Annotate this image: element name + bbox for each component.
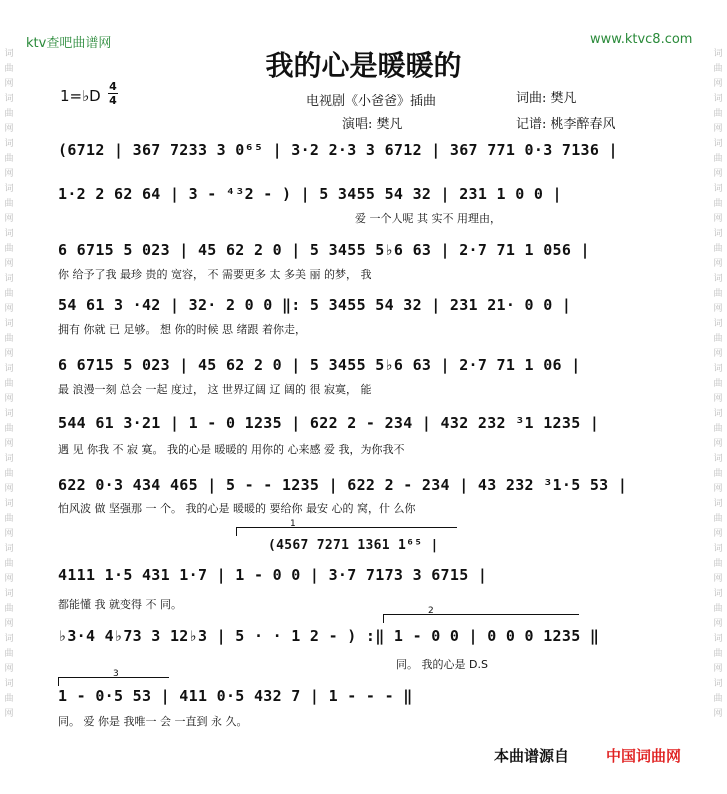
score-row-8: 4111 1·5 431 1·7 | 1 - 0 0 | 3·7 7173 3 6715 | (58, 566, 488, 584)
watermark-char: 词 (713, 499, 723, 509)
watermark-char: 曲 (713, 469, 723, 479)
score-row-10: 1 - 0·5 53 | 411 0·5 432 7 | 1 - - - ‖ (58, 687, 413, 705)
song-source: 电视剧《小爸爸》插曲 (306, 94, 437, 109)
meter-bottom: 4 (109, 94, 117, 107)
watermark-char: 网 (713, 439, 723, 449)
footer-source-label: 本曲谱源自 (494, 747, 570, 765)
watermark-char: 网 (4, 169, 14, 179)
watermark-char: 曲 (713, 199, 723, 209)
score-row-2: 1·2 2 62 64 | 3 - ⁴³2 - ) | 5 3455 54 32 | 231 1 0 0 | (58, 185, 562, 203)
watermark-char: 词 (4, 229, 14, 239)
watermark-char: 网 (713, 574, 723, 584)
watermark-char: 词 (713, 319, 723, 329)
watermark-char: 曲 (4, 559, 14, 569)
score-row-3: 6 6715 5 023 | 45 62 2 0 | 5 3455 5♭6 63 | 2·7 71 1 056 | (58, 241, 590, 259)
watermark-char: 曲 (4, 514, 14, 524)
watermark-char: 词 (4, 139, 14, 149)
watermark-char: 词 (4, 274, 14, 284)
watermark-char: 词 (713, 139, 723, 149)
watermark-char: 词 (4, 409, 14, 419)
watermark-char: 网 (4, 349, 14, 359)
watermark-char: 网 (4, 619, 14, 629)
watermark-char: 词 (4, 94, 14, 104)
watermark-char: 网 (713, 169, 723, 179)
watermark-char: 词 (4, 319, 14, 329)
score-row-4: 54 61 3 ·42 | 32· 2 0 0 ‖: 5 3455 54 32 | 231 21· 0 0 | (58, 296, 572, 314)
site-name-left: ktv查吧曲谱网 (26, 36, 112, 51)
watermark-char: 曲 (4, 379, 14, 389)
watermark-char: 词 (4, 589, 14, 599)
lyrics-row-2: 爱 一个人呢 其 实不 用理由， (355, 212, 501, 225)
watermark-char: 网 (4, 574, 14, 584)
lyrics-row-4: 拥有 你就 已 足够。 想 你的时候 思 绪跟 着你走， (58, 323, 306, 336)
watermark-char: 网 (713, 529, 723, 539)
watermark-char: 词 (713, 454, 723, 464)
watermark-char: 词 (4, 454, 14, 464)
watermark-char: 网 (4, 124, 14, 134)
key-signature: 1=♭D (60, 87, 101, 105)
score-row-1: (6712 | 367 7233 3 0⁶⁵ | 3·2 2·3 3 6712 | 367 771 0·3 7136 | (58, 141, 618, 159)
watermark-char: 网 (713, 619, 723, 629)
watermark-char: 网 (4, 484, 14, 494)
watermark-char: 词 (713, 229, 723, 239)
watermark-char: 曲 (713, 559, 723, 569)
watermark-char: 网 (713, 124, 723, 134)
performer: 演唱: 樊凡 (342, 117, 403, 132)
watermark-char: 网 (4, 79, 14, 89)
side-watermark-right (711, 48, 725, 723)
watermark-char: 网 (713, 259, 723, 269)
watermark-char: 曲 (4, 244, 14, 254)
side-watermark-left (2, 48, 16, 723)
site-url-right[interactable]: www.ktvc8.com (590, 32, 693, 47)
watermark-char: 词 (713, 634, 723, 644)
watermark-char: 曲 (4, 154, 14, 164)
watermark-char: 词 (713, 49, 723, 59)
watermark-char: 网 (713, 709, 723, 719)
watermark-char: 曲 (713, 334, 723, 344)
watermark-char: 网 (713, 349, 723, 359)
lyrics-row-9: 同。 我的心是 D.S (396, 658, 488, 671)
watermark-char: 网 (4, 214, 14, 224)
volta-bracket-1 (236, 527, 457, 536)
volta-number-1: 1 (290, 519, 296, 529)
footer-source-site[interactable]: 中国词曲网 (606, 747, 682, 765)
watermark-char: 曲 (4, 604, 14, 614)
watermark-char: 曲 (4, 694, 14, 704)
watermark-char: 词 (4, 544, 14, 554)
watermark-char: 曲 (4, 199, 14, 209)
watermark-char: 词 (713, 94, 723, 104)
watermark-char: 词 (713, 589, 723, 599)
watermark-char: 曲 (4, 469, 14, 479)
watermark-char: 词 (4, 499, 14, 509)
volta-number-2: 2 (428, 606, 434, 616)
lyrics-row-7: 怕风波 做 坚强那 一 个。 我的心是 暖暖的 要给你 最安 心的 窝，什 么你 (58, 502, 416, 515)
watermark-char: 网 (713, 304, 723, 314)
watermark-char: 曲 (713, 604, 723, 614)
watermark-char: 曲 (713, 244, 723, 254)
time-signature (108, 81, 118, 106)
watermark-char: 曲 (713, 694, 723, 704)
watermark-char: 网 (4, 709, 14, 719)
watermark-char: 曲 (4, 64, 14, 74)
lyrics-row-3: 你 给予了我 最珍 贵的 宽容， 不 需要更多 太 多美 丽 的梦， 我 (58, 268, 372, 281)
watermark-char: 曲 (4, 109, 14, 119)
watermark-char: 曲 (4, 649, 14, 659)
lyrics-row-6: 遇 见 你我 不 寂 寞。 我的心是 暖暖的 用你的 心来感 爱 我，为你我不 (58, 443, 405, 456)
watermark-char: 词 (713, 544, 723, 554)
watermark-char: 网 (713, 664, 723, 674)
watermark-char: 网 (4, 439, 14, 449)
watermark-char: 网 (4, 259, 14, 269)
watermark-char: 网 (4, 304, 14, 314)
lyricist-composer: 词曲: 樊凡 (516, 91, 577, 106)
watermark-char: 曲 (713, 649, 723, 659)
watermark-char: 曲 (713, 289, 723, 299)
watermark-char: 词 (4, 364, 14, 374)
watermark-char: 词 (4, 49, 14, 59)
lyrics-row-8: 都能懂 我 就变得 不 同。 (58, 598, 182, 611)
score-row-9: ♭3·4 4♭73 3 12♭3 | 5 · · 1 2 - ) :‖ 1 - 0 0 | 0 0 0 1235 ‖ (58, 627, 600, 645)
watermark-char: 曲 (4, 289, 14, 299)
watermark-char: 网 (713, 79, 723, 89)
watermark-char: 网 (4, 664, 14, 674)
watermark-char: 曲 (4, 424, 14, 434)
watermark-char: 曲 (713, 424, 723, 434)
volta-bracket-2 (383, 614, 579, 623)
watermark-char: 词 (713, 184, 723, 194)
watermark-char: 曲 (4, 334, 14, 344)
watermark-char: 网 (713, 394, 723, 404)
watermark-char: 词 (713, 409, 723, 419)
watermark-char: 曲 (713, 154, 723, 164)
watermark-char: 网 (4, 394, 14, 404)
lyrics-row-5: 最 浪漫一刻 总会 一起 度过， 这 世界辽阔 辽 阔的 很 寂寞， 能 (58, 383, 372, 396)
watermark-char: 曲 (713, 64, 723, 74)
score-row-7: 622 0·3 434 465 | 5 - - 1235 | 622 2 - 234 | 43 232 ³1·5 53 | (58, 476, 628, 494)
score-row-6: 544 61 3·21 | 1 - 0 1235 | 622 2 - 234 | 432 232 ³1 1235 | (58, 414, 600, 432)
score-row-8-inner: (4567 7271 1361 1⁶⁵ | (268, 538, 439, 553)
watermark-char: 词 (713, 364, 723, 374)
watermark-char: 词 (713, 679, 723, 689)
watermark-char: 词 (713, 274, 723, 284)
watermark-char: 曲 (713, 379, 723, 389)
lyrics-row-10: 同。 爱 你是 我唯一 会 一直到 永 久。 (58, 715, 248, 728)
watermark-char: 曲 (713, 514, 723, 524)
watermark-char: 网 (713, 214, 723, 224)
transcriber: 记谱: 桃李醉春风 (516, 117, 616, 132)
watermark-char: 网 (4, 529, 14, 539)
volta-number-3: 3 (113, 669, 119, 679)
song-title: 我的心是暖暖的 (265, 49, 462, 82)
watermark-char: 曲 (713, 109, 723, 119)
meter-top: 4 (109, 80, 117, 93)
score-row-5: 6 6715 5 023 | 45 62 2 0 | 5 3455 5♭6 63 | 2·7 71 1 06 | (58, 356, 581, 374)
watermark-char: 词 (4, 184, 14, 194)
watermark-char: 词 (4, 634, 14, 644)
watermark-char: 词 (4, 679, 14, 689)
watermark-char: 网 (713, 484, 723, 494)
